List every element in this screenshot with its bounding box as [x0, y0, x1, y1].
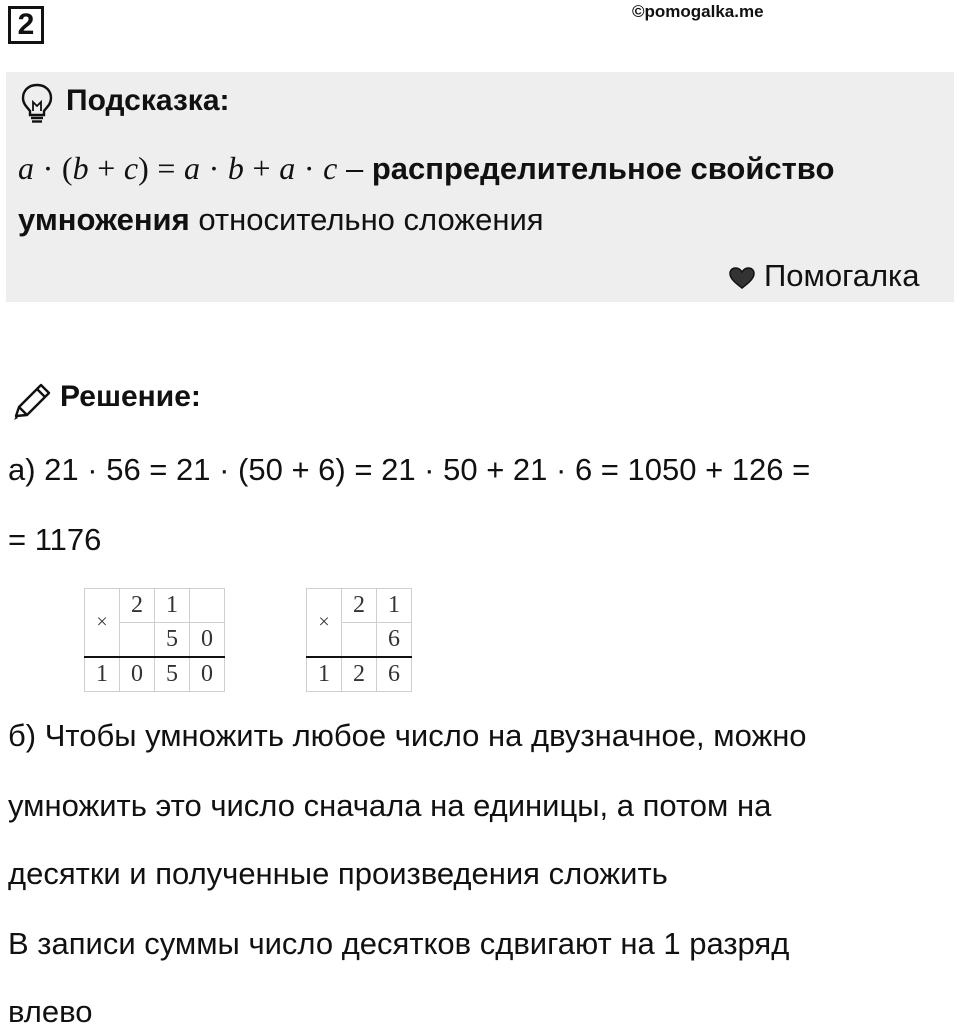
- hint-title: Подсказка:: [66, 84, 230, 117]
- formula-equals: =: [157, 150, 176, 186]
- multiply-sign: ×: [85, 589, 120, 658]
- formula-b: b: [227, 150, 244, 186]
- digit-cell: 6: [377, 657, 412, 692]
- formula-line: [18, 150, 834, 187]
- formula-c: c: [123, 150, 139, 186]
- digit-cell: 1: [377, 589, 412, 623]
- solution-line-c-1: В записи суммы число десятков сдвигают на 1 разряд: [8, 926, 790, 961]
- formula-dot: ·: [303, 150, 315, 186]
- multiply-sign: ×: [307, 589, 342, 658]
- digit-cell: [120, 623, 155, 658]
- solution-line-a-1: а) 21 · 56 = 21 · (50 + 6) = 21 · 50 + 21 · 6 = 1050 + 126 =: [8, 452, 811, 487]
- formula-c: c: [323, 150, 338, 186]
- formula-dot: ·: [42, 150, 54, 186]
- formula-dot: ·: [208, 150, 220, 186]
- digit-cell: 2: [120, 589, 155, 623]
- digit-cell: 1: [307, 657, 342, 692]
- task-number: 2: [8, 6, 44, 44]
- hint-bold-text-1: распределительное свойство: [371, 151, 835, 186]
- hint-rest-text: относительно сложения: [198, 202, 544, 237]
- formula-a: a: [184, 150, 201, 186]
- solution-line-a-2: = 1176: [8, 522, 102, 557]
- formula-dash: –: [345, 151, 364, 186]
- digit-cell: 0: [190, 623, 225, 658]
- solution-line-b-2: умножить это число сначала на единицы, а потом на: [8, 788, 772, 823]
- digit-cell: 0: [190, 657, 225, 692]
- digit-cell: 2: [342, 657, 377, 692]
- brand: [728, 258, 920, 294]
- digit-cell: 5: [155, 623, 190, 658]
- solution-line-b-3: десятки и полученные произведения сложить: [8, 856, 668, 891]
- lightbulb-icon: [20, 82, 54, 124]
- formula-b: b: [72, 150, 89, 186]
- formula-a: a: [279, 150, 296, 186]
- digit-cell: [342, 623, 377, 658]
- formula-paren-left: (: [61, 150, 73, 186]
- digit-cell: 0: [120, 657, 155, 692]
- pencil-icon: [10, 382, 54, 422]
- digit-cell: 1: [155, 589, 190, 623]
- digit-cell: 5: [155, 657, 190, 692]
- heart-icon: [728, 266, 756, 290]
- multiplication-table-21x6: [306, 588, 412, 692]
- formula-plus: +: [252, 150, 271, 186]
- formula-paren-right: ): [138, 150, 149, 186]
- watermark: ©pomogalka.me: [632, 2, 764, 21]
- hint-bold-text-2: умножения: [18, 202, 190, 237]
- multiplication-table-21x50: [84, 588, 225, 692]
- digit-cell: 6: [377, 623, 412, 658]
- solution-title: Решение:: [60, 380, 201, 413]
- digit-cell: 1: [85, 657, 120, 692]
- digit-cell: 2: [342, 589, 377, 623]
- formula-plus: +: [97, 150, 116, 186]
- digit-cell: [190, 589, 225, 623]
- brand-label: Помогалка: [764, 258, 920, 293]
- solution-line-c-2: влево: [8, 994, 93, 1029]
- solution-line-b-1: б) Чтобы умножить любое число на двузначное, можно: [8, 718, 807, 753]
- formula-line-2: [18, 202, 544, 238]
- formula-a: a: [18, 150, 34, 186]
